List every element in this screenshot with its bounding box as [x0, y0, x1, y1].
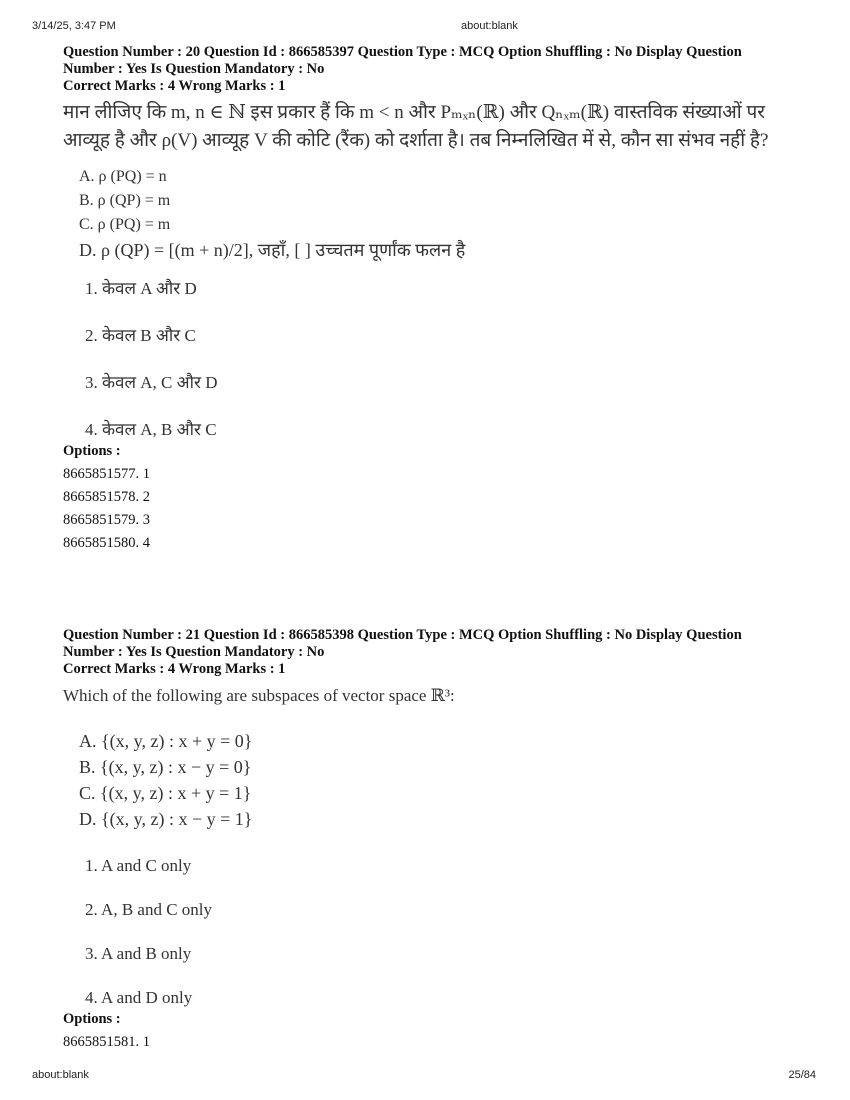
choice-2: 2. A, B and C only [85, 900, 213, 919]
option-id: 8665851577. 1 [63, 466, 150, 482]
statement-a: A. {(x, y, z) : x + y = 0} [79, 731, 253, 751]
options-label: Options : [63, 1011, 121, 1027]
options-label: Options : [63, 443, 121, 459]
question-marks: Correct Marks : 4 Wrong Marks : 1 [63, 661, 286, 677]
choice-4: 4. A and D only [85, 988, 193, 1007]
choice-3: 3. A and B only [85, 944, 192, 963]
question-text: मान लीजिए कि m, n ∈ ℕ इस प्रकार हैं कि m < n और Pₘₓₙ(ℝ) और Qₙₓₘ(ℝ) वास्तविक संख्याओं पर आव्यूह है और ρ(V) आव्यूह V की कोटि (रैंक) को दर्शाता है। तब निम्नलिखित में से, कौन सा संभव नहीं है? [63, 102, 769, 151]
choice-4: 4. केवल A, B और C [85, 420, 217, 439]
choice-1: 1. A and C only [85, 856, 192, 875]
statement-d: D. {(x, y, z) : x − y = 1} [79, 809, 253, 829]
statement-list [79, 165, 793, 263]
option-id: 8665851578. 2 [63, 489, 150, 505]
choice-1: 1. केवल A और D [85, 279, 197, 298]
question-21 [63, 627, 793, 1051]
question-meta-line2: Number : Yes Is Question Mandatory : No [63, 644, 325, 660]
question-marks: Correct Marks : 4 Wrong Marks : 1 [63, 78, 286, 94]
option-id: 8665851580. 4 [63, 535, 150, 551]
print-header [32, 20, 816, 34]
question-text: Which of the following are subspaces of vector space ℝ³: [63, 686, 455, 705]
print-footer [32, 1069, 816, 1083]
page-number: 25/84 [788, 1069, 816, 1081]
choice-list [85, 854, 793, 1010]
statement-b: B. {(x, y, z) : x − y = 0} [79, 757, 252, 777]
choice-2: 2. केवल B और C [85, 326, 196, 345]
print-datetime: 3/14/25, 3:47 PM [32, 20, 116, 32]
statement-c: C. {(x, y, z) : x + y = 1} [79, 783, 252, 803]
option-id: 8665851579. 3 [63, 512, 150, 528]
statement-b: B. ρ (QP) = m [79, 192, 171, 209]
statement-c: C. ρ (PQ) = m [79, 216, 171, 233]
question-meta-line2: Number : Yes Is Question Mandatory : No [63, 61, 325, 77]
question-meta-line1: Question Number : 21 Question Id : 866585398 Question Type : MCQ Option Shuffling : No Display Question [63, 627, 742, 643]
question-meta-line1: Question Number : 20 Question Id : 866585397 Question Type : MCQ Option Shuffling : No Display Question [63, 44, 742, 60]
option-id: 8665851581. 1 [63, 1034, 150, 1050]
print-title: about:blank [461, 20, 518, 32]
choice-list [85, 277, 793, 442]
choice-3: 3. केवल A, C और D [85, 373, 218, 392]
statement-d: D. ρ (QP) = [(m + n)/2], जहाँ, [ ] उच्चतम पूर्णांक फलन है [79, 240, 466, 260]
statement-list [79, 728, 793, 832]
question-20 [63, 44, 793, 552]
statement-a: A. ρ (PQ) = n [79, 168, 167, 185]
print-url: about:blank [32, 1069, 89, 1081]
